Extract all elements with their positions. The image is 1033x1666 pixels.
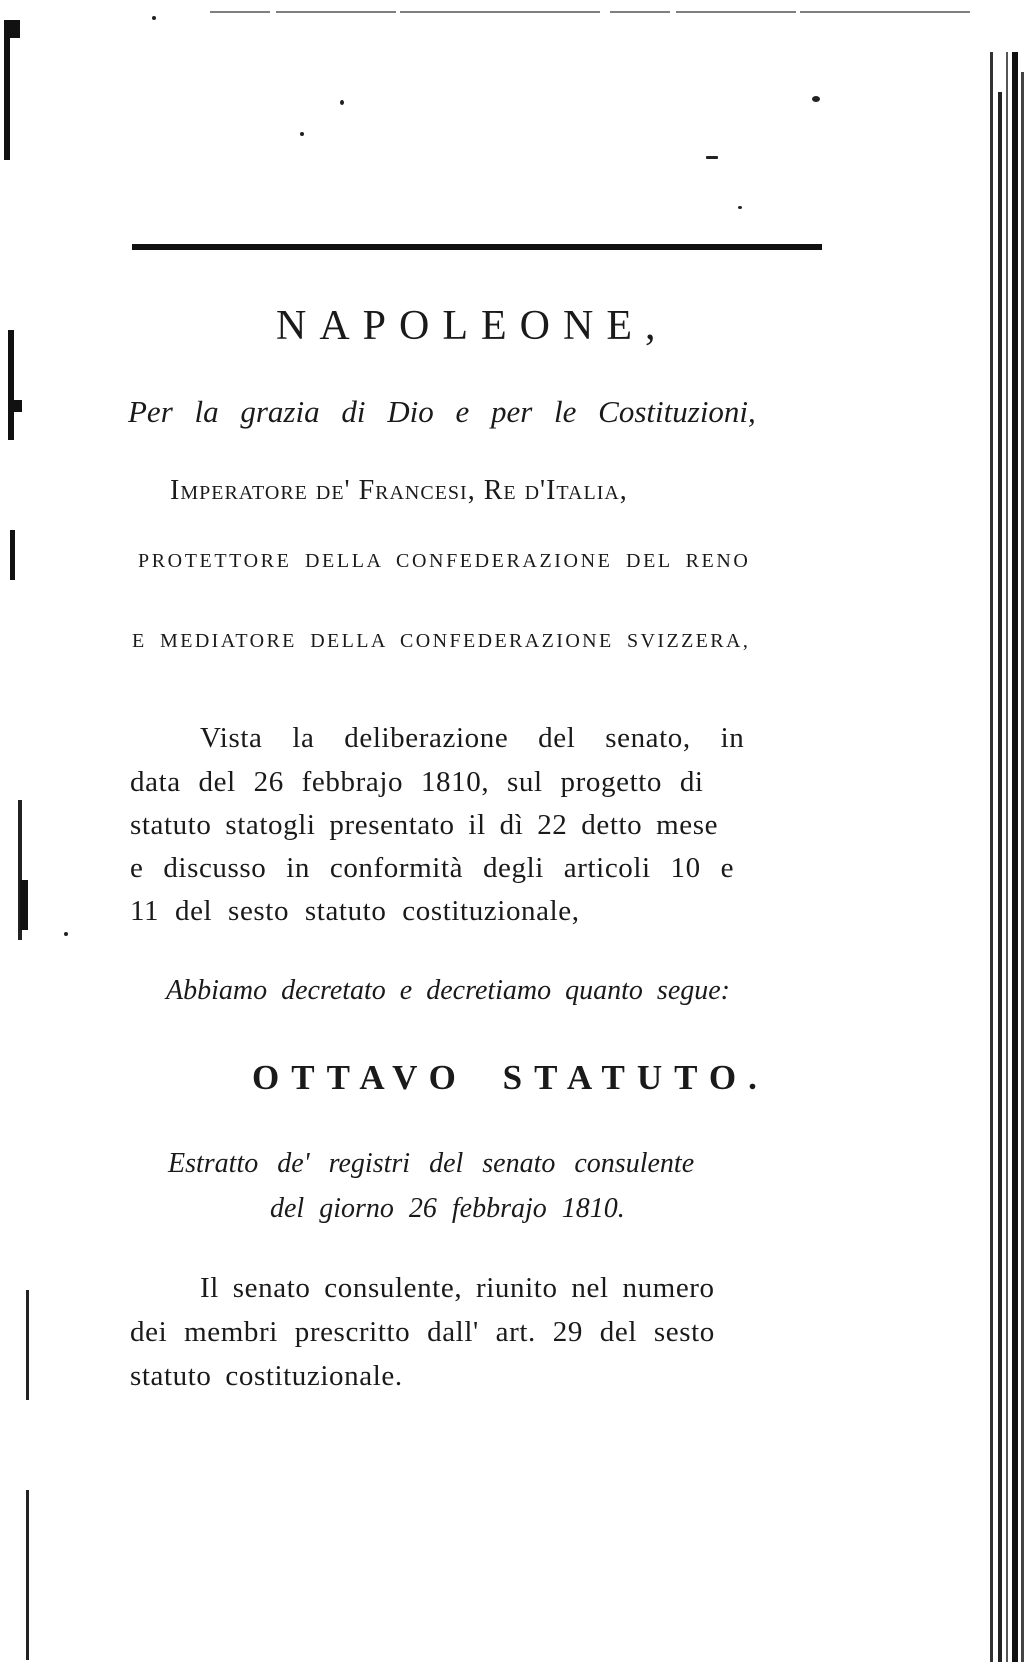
section-heading: OTTAVO STATUTO. xyxy=(252,1058,769,1097)
estratto-line: del giorno 26 febbrajo 1810. xyxy=(270,1193,625,1224)
left-margin-marks xyxy=(0,0,60,1666)
vista-paragraph-line: statuto statogli presentato il dì 22 detto mese xyxy=(130,809,719,841)
top-edge-rule xyxy=(210,10,970,14)
ink-speck xyxy=(340,100,344,105)
ink-speck xyxy=(738,206,742,209)
vista-paragraph-line: data del 26 febbrajo 1810, sul progetto di xyxy=(130,766,704,798)
ink-speck xyxy=(812,96,820,102)
protettore-line: PROTETTORE DELLA CONFEDERAZIONE DEL RENO xyxy=(138,550,751,572)
vista-paragraph-line: e discusso in conformità degli articoli 10 e xyxy=(130,852,735,884)
page-title: NAPOLEONE, xyxy=(276,303,669,349)
senato-paragraph-line: Il senato consulente, riunito nel numero xyxy=(200,1272,715,1304)
vista-paragraph-line: 11 del sesto statuto costituzionale, xyxy=(130,895,580,927)
senato-paragraph-line: statuto costituzionale. xyxy=(130,1360,403,1392)
estratto-line: Estratto de' registri del senato consulente xyxy=(168,1148,695,1179)
mediatore-line: E MEDIATORE DELLA CONFEDERAZIONE SVIZZERA, xyxy=(132,630,751,652)
ink-speck xyxy=(64,932,68,936)
imperatore-line: Imperatore de' Francesi, Re d'Italia, xyxy=(170,475,628,506)
ink-speck xyxy=(152,16,156,20)
abbiamo-line: Abbiamo decretato e decretiamo quanto segue: xyxy=(166,975,731,1006)
right-binding-edge xyxy=(984,52,1028,1662)
ink-speck xyxy=(706,156,718,159)
header-rule xyxy=(132,242,822,252)
vista-paragraph-line: Vista la deliberazione del senato, in xyxy=(200,722,745,754)
senato-paragraph-line: dei membri prescritto dall' art. 29 del sesto xyxy=(130,1316,715,1348)
ink-speck xyxy=(300,132,304,136)
grazia-line: Per la grazia di Dio e per le Costituzioni, xyxy=(128,394,756,429)
